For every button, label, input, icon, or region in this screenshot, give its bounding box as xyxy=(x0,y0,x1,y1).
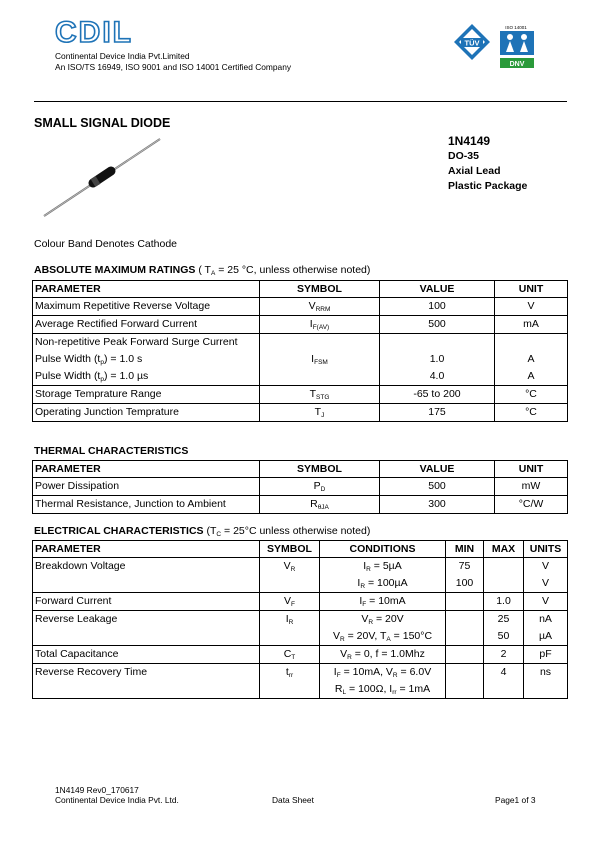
table-row: Storage Temprature Range $T_{STG}$ -65 to 200 °C xyxy=(33,386,568,404)
table-header-row: PARAMETER SYMBOL CONDITIONS MIN MAX UNITS xyxy=(33,541,568,558)
thermal-heading: THERMAL CHARACTERISTICS xyxy=(34,445,189,457)
table-row: Forward Current $V_F$ $I_F = 10mA$ 1.0 V xyxy=(33,593,568,611)
table-row: Thermal Resistance, Junction to Ambient $R_{\theta JA}$ 300 °C/W xyxy=(33,496,568,514)
footer-doc-type: Data Sheet xyxy=(272,795,314,805)
package-type: DO-35 xyxy=(448,150,479,162)
part-number: 1N4149 xyxy=(448,134,491,148)
diode-image xyxy=(40,135,165,220)
footer-company: Continental Device India Pvt. Ltd. xyxy=(55,795,179,805)
iso-text: ISO 14001 xyxy=(505,25,527,30)
table-row: Average Rectified Forward Current $I_{F(AV)}$ 500 mA xyxy=(33,316,568,334)
lead-type: Axial Lead xyxy=(448,165,501,177)
footer-page-number: Page1 of 3 xyxy=(495,795,536,805)
table-header-row: PARAMETER SYMBOL VALUE UNIT xyxy=(33,461,568,478)
footer-revision: 1N4149 Rev0_170617 xyxy=(55,785,139,795)
table-row: Reverse Recovery Time $t_{rr}$ $I_F = 10mA$, $V_R = 6.0V$ 4 ns xyxy=(33,664,568,682)
elec-title: ELECTRICAL CHARACTERISTICS xyxy=(34,525,204,537)
header-divider xyxy=(34,101,567,102)
table-row: Non-repetitive Peak Forward Surge Current xyxy=(33,334,568,352)
company-info xyxy=(55,51,291,73)
iso-badge-icon xyxy=(500,31,534,55)
part-info xyxy=(448,134,527,194)
table-row: Pulse Width $(t_p) = 1.0$ s $I_{FSM}$ 1.0 A xyxy=(33,351,568,368)
abs-max-table xyxy=(32,280,568,422)
abs-max-title: ABSOLUTE MAXIMUM RATINGS xyxy=(34,264,196,276)
cathode-note: Colour Band Denotes Cathode xyxy=(34,238,178,250)
company-certification: An ISO/TS 16949, ISO 9001 and ISO 14001 Certified Company xyxy=(55,62,292,72)
company-logo: CDIL xyxy=(55,16,133,49)
dnv-text: DNV xyxy=(509,61,525,68)
table-row: Reverse Leakage $I_R$ $V_R = 20V$ 25 nA xyxy=(33,611,568,629)
footer-left xyxy=(55,785,179,805)
elec-heading xyxy=(34,525,370,537)
tuv-text: TÜV xyxy=(464,38,480,48)
thermal-table xyxy=(32,460,568,514)
table-row: $V_R = 20V$, $T_A = 150^\circ C$ 50 µA xyxy=(33,628,568,646)
company-name: Continental Device India Pvt.Limited xyxy=(55,51,190,61)
page-title: SMALL SIGNAL DIODE xyxy=(34,116,171,130)
abs-max-heading xyxy=(34,264,370,276)
package-material: Plastic Package xyxy=(448,180,528,192)
table-row: Breakdown Voltage $V_R$ $I_R = 5\mu A$ 75 V xyxy=(33,558,568,576)
table-row: Total Capacitance $C_T$ $V_R = 0$, f = 1.0Mhz 2 pF xyxy=(33,646,568,664)
table-row: $R_L = 100\Omega$, $I_{rr} = 1mA$ xyxy=(33,681,568,699)
table-row: Maximum Repetitive Reverse Voltage $V_{RRM}$ 100 V xyxy=(33,298,568,316)
table-row: $I_R = 100\mu A$ 100 V xyxy=(33,575,568,593)
certification-logos xyxy=(452,22,540,78)
table-row: Power Dissipation $P_D$ 500 mW xyxy=(33,478,568,496)
abs-max-condition: ( $T_A = 25$ °C, unless otherwise noted) xyxy=(198,264,371,277)
elec-table xyxy=(32,540,568,699)
table-row: Operating Junction Temprature $T_J$ 175 °C xyxy=(33,404,568,422)
elec-condition: ($T_C = 25^\circ C$ unless otherwise noted) xyxy=(206,525,371,538)
table-row: Pulse Width $(t_p) = 1.0$ µs 4.0 A xyxy=(33,368,568,386)
table-header-row: PARAMETER SYMBOL VALUE UNIT xyxy=(33,281,568,298)
